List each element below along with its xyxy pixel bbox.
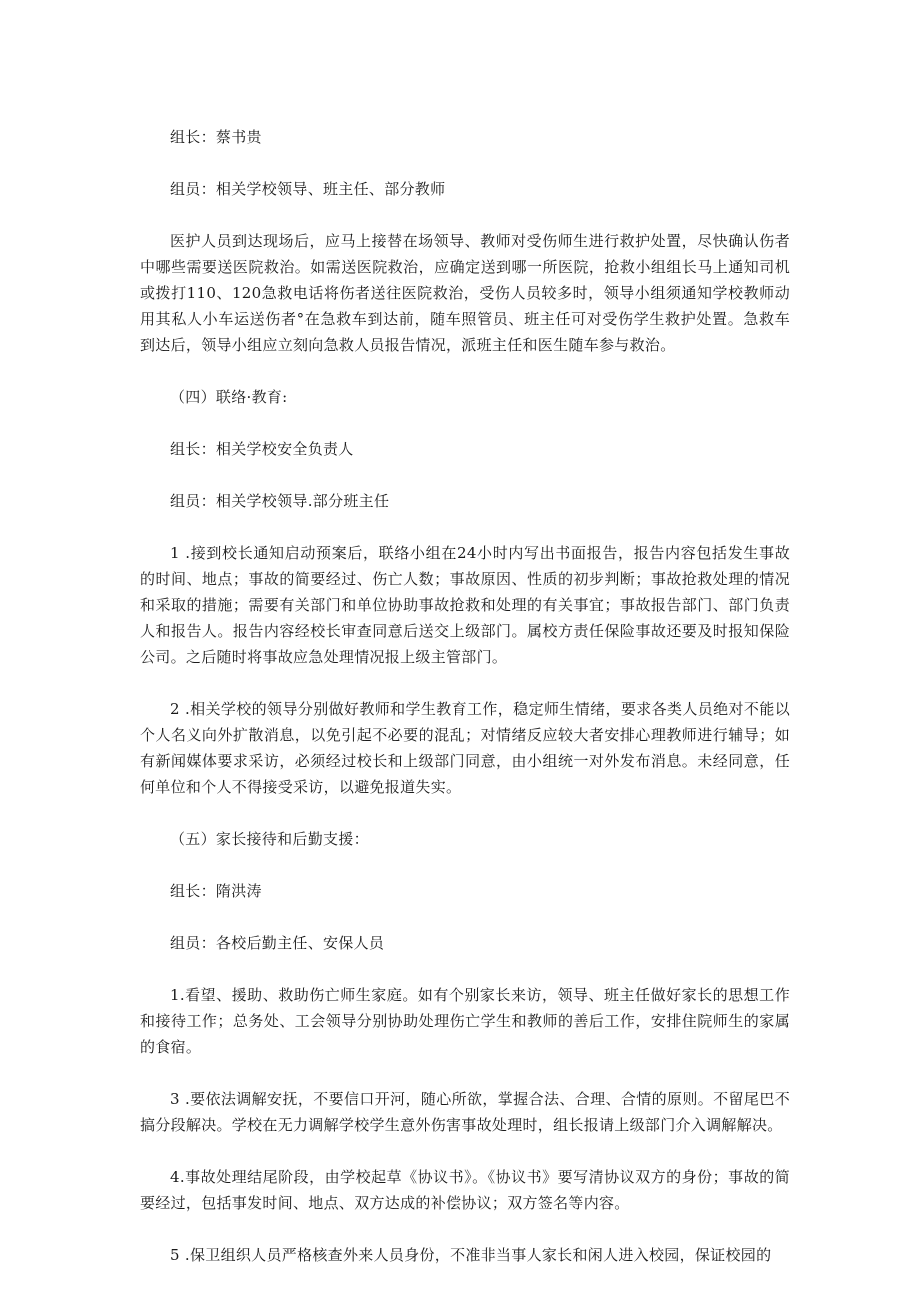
liaison-item-2: 2 .相关学校的领导分别做好教师和学生教育工作，稳定师生情绪，要求各类人员绝对不能以个人名义向外扩散消息，以免引起不必要的混乱；对情绪反应较大者安排心理教师进行辅导；如有新闻媒体要求采访，必须经过校长和上级部门同意，由小组统一对外发布消息。未经同意，任何单位和个人不得接受采访，以避免报道失实。 (140, 700, 790, 796)
section-heading-liaison: （四）联络·教育: (170, 388, 288, 406)
logistics-item-5: 5 .保卫组织人员严格核查外来人员身份，不准非当事人家长和闲人进入校园，保证校园的 (170, 1246, 772, 1264)
section-heading-parents-logistics: （五）家长接待和后勤支援： (170, 830, 369, 848)
document-body (140, 124, 790, 1268)
group-members-line: 组员：相关学校领导、班主任、部分教师 (170, 180, 446, 198)
logistics-item-3: 3 .要依法调解安抚，不要信口开河，随心所欲，掌握合法、合理、合情的原则。不留尾巴不搞分段解决。学校在无力调解学校学生意外伤害事故处理时，组长报请上级部门介入调解解决。 (140, 1090, 790, 1134)
logistics-members-line: 组员：各校后勤主任、安保人员 (170, 934, 385, 952)
liaison-leader-line: 组长：相关学校安全负责人 (170, 440, 354, 458)
logistics-leader-line: 组长：隋洪涛 (170, 882, 262, 900)
medical-rescue-paragraph: 医护人员到达现场后，应马上接替在场领导、教师对受伤师生进行救护处置，尽快确认伤者中哪些需要送医院救治。如需送医院救治，应确定送到哪一所医院，抢救小组组长马上通知司机或拨打110、120急救电话将伤者送往医院救治，受伤人员较多时，领导小组须通知学校教师动用其私人小车运送伤者°在急救车到达前，随车照管员、班主任可对受伤学生救护处置。急救车到达后，领导小组应立刻向急救人员报告情况，派班主任和医生随车参与救治。 (140, 232, 790, 354)
logistics-item-1: 1.看望、援助、救助伤亡师生家庭。如有个别家长来访，领导、班主任做好家长的思想工作和接待工作；总务处、工会领导分别协助处理伤亡学生和教师的善后工作，安排住院师生的家属的食宿。 (140, 986, 790, 1056)
liaison-members-line: 组员：相关学校领导.部分班主任 (170, 492, 390, 510)
group-leader-line: 组长：蔡书贵 (170, 128, 262, 146)
logistics-item-4: 4.事故处理结尾阶段，由学校起草《协议书》。《协议书》要写清协议双方的身份；事故的简要经过，包括事发时间、地点、双方达成的补偿协议；双方签名等内容。 (140, 1168, 790, 1212)
liaison-item-1: 1 .接到校长通知启动预案后，联络小组在24小时内写出书面报告，报告内容包括发生事故的时间、地点；事故的简要经过、伤亡人数；事故原因、性质的初步判断；事故抢救处理的情况和采取的措施；需要有关部门和单位协助事故抢救和处理的有关事宜；事故报告部门、部门负责人和报告人。报告内容经校长审查同意后送交上级部门。属校方责任保险事故还要及时报知保险公司。之后随时将事故应急处理情况报上级主管部门。 (140, 544, 790, 666)
